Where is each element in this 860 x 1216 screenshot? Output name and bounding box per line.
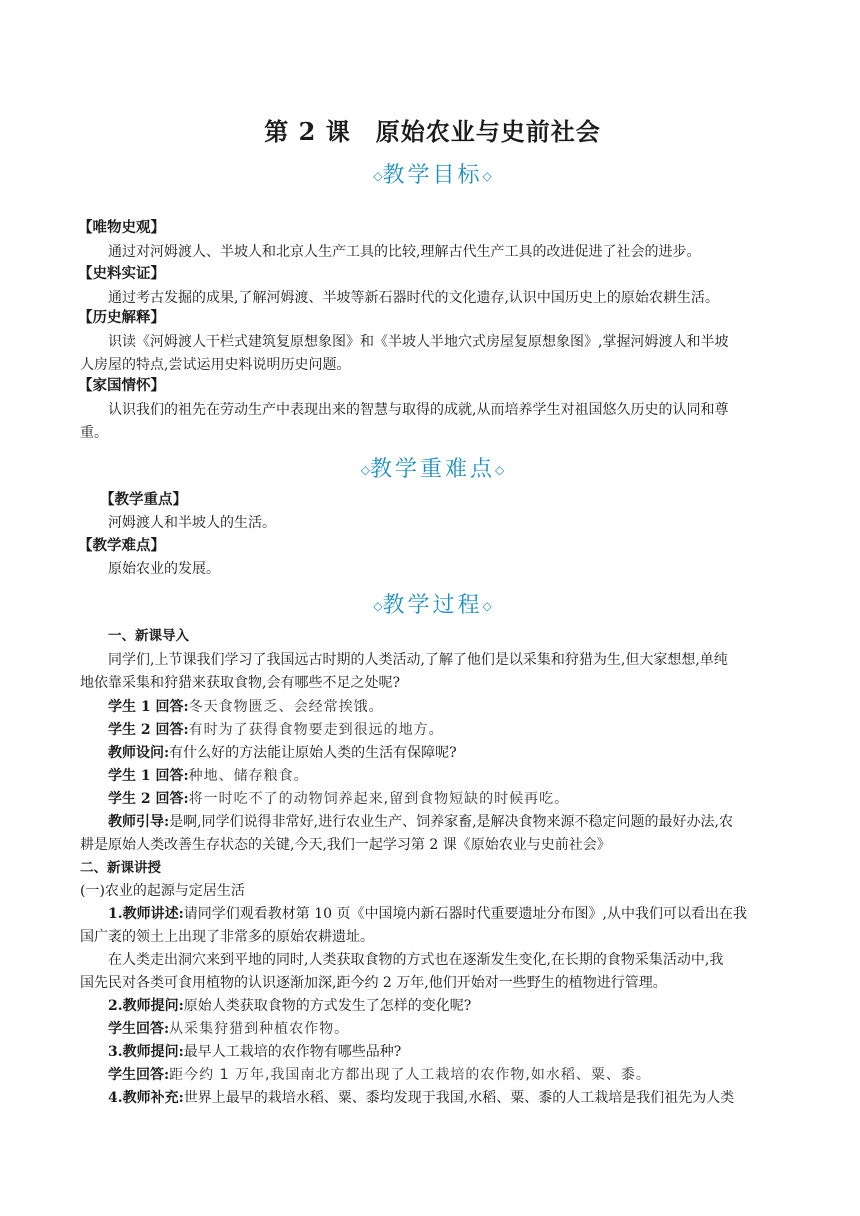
speaker-text: 有什么好的方法能让原始人类的生活有保障呢? bbox=[169, 745, 457, 761]
speaker-label: 教师引导: bbox=[108, 814, 170, 830]
intro-paragraph-1: 同学们,上节课我们学习了我国远古时期的人类活动,了解了他们是以采集和狩猎为生,但大家想想,单纯 bbox=[108, 652, 728, 668]
dialogue-teacher-question bbox=[80, 743, 457, 763]
speaker-label: 教师设问: bbox=[108, 745, 170, 761]
speaker-label: 学生回答: bbox=[108, 1067, 170, 1083]
key-point-text: 河姆渡人和半坡人的生活。 bbox=[108, 515, 276, 531]
subsection-heading: (一)农业的起源与定居生活 bbox=[80, 883, 245, 899]
new-lesson-heading: 二、新课讲授 bbox=[80, 860, 161, 876]
goal-text-patriotism-2: 重。 bbox=[80, 425, 108, 441]
goal-text-evidence: 通过考古发掘的成果,了解河姆渡、半坡等新石器时代的文化遗存,认识中国历史上的原始农耕生活。 bbox=[108, 290, 719, 306]
key-point-heading: 【教学重点】 bbox=[100, 492, 187, 508]
speaker-label: 学生 2 回答: bbox=[108, 791, 189, 807]
speaker-text: 种地、储存粮食。 bbox=[188, 768, 309, 784]
speaker-text: 世界上最早的栽培水稻、粟、黍均发现于我国,水稻、粟、黍的人工栽培是我们祖先为人类 bbox=[183, 1090, 735, 1106]
difficulty-heading: 【教学难点】 bbox=[78, 538, 165, 554]
teacher-question-3 bbox=[80, 1042, 401, 1062]
goal-text-interpretation-2: 人房屋的特点,尝试运用史料说明历史问题。 bbox=[80, 357, 351, 373]
student-answer-3 bbox=[80, 1065, 651, 1085]
lesson-title: 第 2 课 原始农业与史前社会 bbox=[264, 117, 601, 146]
diamond-icon: ◇ bbox=[360, 463, 370, 477]
speaker-text: 从采集狩猎到种植农作物。 bbox=[169, 1021, 350, 1037]
intro-heading: 一、新课导入 bbox=[108, 628, 189, 644]
speaker-text: 冬天食物匮乏、会经常挨饿。 bbox=[188, 699, 384, 715]
teacher-question-2 bbox=[80, 996, 471, 1016]
section-heading-goals bbox=[80, 158, 785, 189]
section-heading-process bbox=[80, 588, 785, 619]
dialogue-student-3 bbox=[80, 766, 309, 786]
diamond-icon: ◇ bbox=[373, 599, 383, 613]
goal-heading-materialism: 【唯物史观】 bbox=[78, 220, 165, 236]
speaker-label: 学生回答: bbox=[108, 1021, 170, 1037]
speaker-text: 是啊,同学们说得非常好,进行农业生产、饲养家畜,是解决食物来源不稳定问题的最好办法,农 bbox=[169, 814, 733, 830]
narration-paragraph-1: 在人类走出洞穴来到平地的同时,人类获取食物的方式也在逐渐发生变化,在长期的食物采集活动中,我 bbox=[108, 952, 724, 968]
speaker-label: 学生 1 回答: bbox=[108, 768, 189, 784]
difficulty-text: 原始农业的发展。 bbox=[108, 561, 220, 577]
teacher-supplement-4 bbox=[80, 1088, 734, 1108]
teacher-narration-1-cont: 国广袤的领土上出现了非常多的原始农耕遗址。 bbox=[80, 929, 374, 945]
dialogue-teacher-guide-1 bbox=[80, 812, 733, 832]
student-answer-2 bbox=[80, 1019, 349, 1039]
diamond-icon: ◇ bbox=[482, 169, 492, 183]
goal-text-patriotism-1: 认识我们的祖先在劳动生产中表现出来的智慧与取得的成就,从而培养学生对祖国悠久历史的认同和尊 bbox=[108, 402, 729, 418]
dialogue-student-2 bbox=[80, 720, 444, 740]
speaker-text: 原始人类获取食物的方式发生了怎样的变化呢? bbox=[183, 998, 472, 1014]
diamond-icon: ◇ bbox=[495, 463, 505, 477]
teacher-narration-1 bbox=[80, 904, 747, 924]
speaker-text: 将一时吃不了的动物饲养起来,留到食物短缺的时候再吃。 bbox=[188, 791, 570, 807]
goal-heading-evidence: 【史料实证】 bbox=[78, 266, 165, 282]
section-heading-key-points bbox=[80, 452, 785, 483]
speaker-label: 4.教师补充: bbox=[108, 1090, 184, 1106]
speaker-label: 1.教师讲述: bbox=[108, 906, 184, 922]
speaker-text: 有时为了获得食物要走到很远的地方。 bbox=[188, 722, 444, 738]
section-heading-goals-text: 教学目标 bbox=[382, 163, 483, 188]
speaker-label: 3.教师提问: bbox=[108, 1044, 184, 1060]
dialogue-student-4 bbox=[80, 789, 569, 809]
speaker-label: 学生 1 回答: bbox=[108, 699, 189, 715]
goal-text-materialism: 通过对河姆渡人、半坡人和北京人生产工具的比较,理解古代生产工具的改进促进了社会的进步。 bbox=[108, 244, 701, 260]
goal-heading-patriotism: 【家国情怀】 bbox=[78, 378, 165, 394]
dialogue-student-1 bbox=[80, 697, 384, 717]
speaker-text: 请同学们观看教材第 10 页《中国境内新石器时代重要遗址分布图》,从中我们可以看出在我 bbox=[183, 906, 747, 922]
goal-heading-interpretation: 【历史解释】 bbox=[78, 310, 165, 326]
diamond-icon: ◇ bbox=[482, 599, 492, 613]
diamond-icon: ◇ bbox=[373, 169, 383, 183]
goal-text-interpretation-1: 识读《河姆渡人干栏式建筑复原想象图》和《半坡人半地穴式房屋复原想象图》,掌握河姆渡人和半坡 bbox=[108, 334, 729, 350]
intro-paragraph-2: 地依靠采集和狩猎来获取食物,会有哪些不足之处呢? bbox=[80, 675, 400, 691]
section-heading-key-points-text: 教学重难点 bbox=[369, 457, 495, 482]
dialogue-teacher-guide-2: 耕是原始人类改善生存状态的关键,今天,我们一起学习第 2 课《原始农业与史前社会》 bbox=[80, 837, 611, 853]
section-heading-process-text: 教学过程 bbox=[382, 593, 483, 618]
narration-paragraph-2: 国先民对各类可食用植物的认识逐渐加深,距今约 2 万年,他们开始对一些野生的植物进行管理。 bbox=[80, 975, 667, 991]
speaker-text: 最早人工栽培的农作物有哪些品种? bbox=[183, 1044, 402, 1060]
speaker-label: 学生 2 回答: bbox=[108, 722, 189, 738]
speaker-label: 2.教师提问: bbox=[108, 998, 184, 1014]
speaker-text: 距今约 1 万年,我国南北方都出现了人工栽培的农作物,如水稻、粟、黍。 bbox=[169, 1067, 651, 1083]
